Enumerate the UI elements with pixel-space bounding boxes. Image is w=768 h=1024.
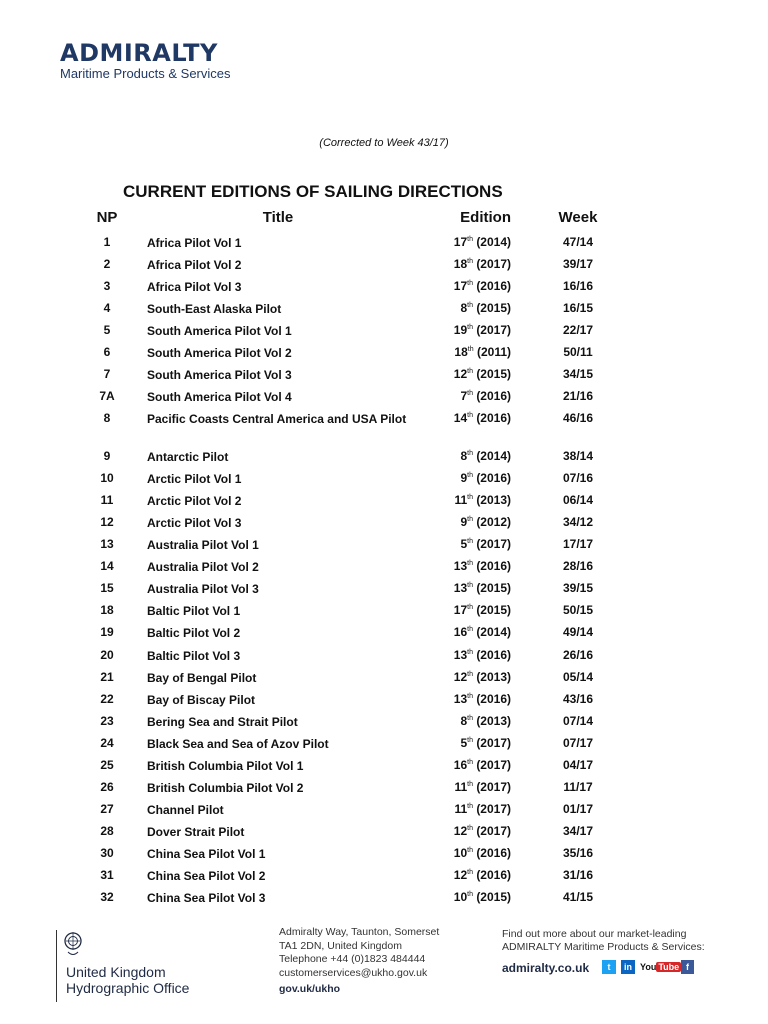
edition-cell <box>412 736 511 750</box>
edition-ordinal: th <box>467 494 473 501</box>
edition-cell <box>412 449 511 463</box>
footer <box>0 926 768 1024</box>
np-cell: 4 <box>103 301 111 315</box>
edition-number: 12 <box>453 670 468 684</box>
np-cell: 20 <box>100 648 114 662</box>
edition-number: 14 <box>453 411 468 425</box>
edition-ordinal: th <box>467 324 473 331</box>
edition-number: 8 <box>460 714 468 728</box>
week-cell: 21/16 <box>562 389 594 403</box>
np-cell: 6 <box>103 345 111 359</box>
edition-cell <box>412 301 511 315</box>
admiralty-website-link[interactable]: admiralty.co.uk <box>502 961 590 975</box>
edition-year: (2013) <box>476 670 511 684</box>
ukho-name-line2: Hydrographic Office <box>66 980 190 996</box>
edition-cell <box>412 890 511 904</box>
edition-cell <box>412 714 511 728</box>
edition-year: (2016) <box>476 846 511 860</box>
title-cell: Africa Pilot Vol 1 <box>147 236 242 250</box>
title-cell: South America Pilot Vol 2 <box>147 346 292 360</box>
title-cell: Bering Sea and Strait Pilot <box>147 715 298 729</box>
edition-year: (2017) <box>476 537 511 551</box>
week-cell: 34/12 <box>562 515 594 529</box>
title-cell: South America Pilot Vol 4 <box>147 390 292 404</box>
edition-number: 10 <box>453 846 468 860</box>
title-cell: British Columbia Pilot Vol 2 <box>147 781 304 795</box>
ukho-crest-icon <box>62 930 84 960</box>
title-cell: Australia Pilot Vol 1 <box>147 538 259 552</box>
week-cell: 04/17 <box>562 758 594 772</box>
np-cell: 12 <box>100 515 114 529</box>
edition-number: 16 <box>453 758 468 772</box>
column-header-title: Title <box>262 209 294 226</box>
edition-number: 8 <box>460 449 468 463</box>
np-cell: 21 <box>100 670 114 684</box>
np-cell: 9 <box>103 449 111 463</box>
edition-year: (2016) <box>476 648 511 662</box>
edition-ordinal: th <box>467 346 474 353</box>
np-cell: 18 <box>100 603 114 617</box>
edition-number: 12 <box>453 824 468 838</box>
edition-ordinal: th <box>467 825 473 832</box>
edition-ordinal: th <box>467 759 473 766</box>
title-cell: Baltic Pilot Vol 3 <box>147 649 241 663</box>
np-cell: 11 <box>100 493 114 507</box>
edition-cell <box>412 515 511 529</box>
edition-ordinal: th <box>467 390 473 397</box>
facebook-icon[interactable]: f <box>681 960 694 974</box>
edition-ordinal: th <box>467 258 473 265</box>
title-cell: Arctic Pilot Vol 3 <box>147 516 242 530</box>
edition-year: (2015) <box>476 603 511 617</box>
edition-cell <box>412 603 511 617</box>
admiralty-logo <box>60 40 231 81</box>
edition-year: (2016) <box>476 559 511 573</box>
np-cell: 8 <box>103 411 111 425</box>
week-cell: 34/15 <box>562 367 594 381</box>
edition-cell <box>412 868 511 882</box>
edition-number: 17 <box>453 235 468 249</box>
edition-number: 5 <box>460 736 468 750</box>
edition-year: (2015) <box>476 301 511 315</box>
np-cell: 10 <box>100 471 114 485</box>
page-title: CURRENT EDITIONS OF SAILING DIRECTIONS <box>123 182 503 201</box>
week-cell: 35/16 <box>562 846 594 860</box>
edition-cell <box>412 411 511 425</box>
title-cell: Baltic Pilot Vol 2 <box>147 626 241 640</box>
edition-cell <box>412 493 511 507</box>
edition-year: (2017) <box>476 736 511 750</box>
edition-cell <box>412 824 511 838</box>
edition-year: (2017) <box>476 780 511 794</box>
title-cell: Australia Pilot Vol 3 <box>147 582 259 596</box>
edition-ordinal: th <box>467 538 473 545</box>
np-cell: 31 <box>100 868 114 882</box>
np-cell: 1 <box>103 235 111 249</box>
week-cell: 07/16 <box>562 471 594 485</box>
title-cell: South America Pilot Vol 1 <box>147 324 292 338</box>
np-cell: 26 <box>100 780 114 794</box>
week-cell: 22/17 <box>562 323 594 337</box>
week-cell: 41/15 <box>562 890 594 904</box>
edition-cell <box>412 780 511 794</box>
edition-cell <box>412 279 511 293</box>
edition-cell <box>412 648 511 662</box>
linkedin-icon[interactable]: in <box>621 960 635 974</box>
edition-year: (2014) <box>476 449 511 463</box>
week-cell: 39/17 <box>562 257 594 271</box>
footer-address <box>279 926 439 997</box>
week-cell: 11/17 <box>563 780 593 794</box>
edition-number: 5 <box>460 537 468 551</box>
np-cell: 15 <box>100 581 114 595</box>
edition-number: 11 <box>454 780 468 794</box>
edition-year: (2017) <box>476 758 511 772</box>
edition-year: (2015) <box>476 367 511 381</box>
edition-year: (2013) <box>476 714 511 728</box>
find-out-line2: ADMIRALTY Maritime Products & Services: <box>502 941 705 953</box>
edition-ordinal: th <box>467 869 473 876</box>
edition-cell <box>412 367 511 381</box>
week-cell: 34/17 <box>562 824 594 838</box>
week-cell: 50/11 <box>563 345 593 359</box>
edition-year: (2016) <box>476 411 511 425</box>
edition-number: 17 <box>453 279 468 293</box>
np-cell: 13 <box>100 537 114 551</box>
week-cell: 16/15 <box>562 301 594 315</box>
edition-number: 11 <box>454 493 468 507</box>
title-cell: Baltic Pilot Vol 1 <box>147 604 241 618</box>
edition-cell <box>412 257 511 271</box>
week-cell: 46/16 <box>562 411 594 425</box>
edition-number: 13 <box>453 692 468 706</box>
find-out-line1: Find out more about our market-leading <box>502 928 687 940</box>
week-cell: 31/16 <box>562 868 594 882</box>
week-cell: 28/16 <box>562 559 594 573</box>
edition-ordinal: th <box>467 472 473 479</box>
edition-ordinal: th <box>467 715 473 722</box>
title-cell: China Sea Pilot Vol 3 <box>147 891 266 905</box>
edition-ordinal: th <box>467 582 473 589</box>
edition-cell <box>412 559 511 573</box>
edition-number: 9 <box>460 471 468 485</box>
title-cell: Black Sea and Sea of Azov Pilot <box>147 737 329 751</box>
edition-cell <box>412 235 511 249</box>
edition-ordinal: th <box>467 803 473 810</box>
edition-ordinal: th <box>467 604 473 611</box>
np-cell: 3 <box>103 279 111 293</box>
edition-ordinal: th <box>467 516 473 523</box>
edition-cell <box>412 758 511 772</box>
edition-year: (2011) <box>476 345 511 359</box>
edition-year: (2016) <box>476 868 511 882</box>
title-cell: South America Pilot Vol 3 <box>147 368 292 382</box>
week-cell: 05/14 <box>562 670 594 684</box>
np-cell: 19 <box>100 625 114 639</box>
title-cell: Bay of Bengal Pilot <box>147 671 257 685</box>
np-cell: 7 <box>103 367 111 381</box>
edition-cell <box>412 389 511 403</box>
edition-year: (2012) <box>476 515 511 529</box>
week-cell: 43/16 <box>562 692 594 706</box>
np-cell: 28 <box>100 824 114 838</box>
edition-cell <box>412 537 511 551</box>
np-cell: 22 <box>100 692 114 706</box>
edition-year: (2015) <box>476 581 511 595</box>
ukho-name-line1: United Kingdom <box>66 964 166 980</box>
edition-number: 16 <box>453 625 468 639</box>
column-header-np: NP <box>96 209 118 226</box>
edition-ordinal: th <box>467 412 473 419</box>
edition-year: (2017) <box>476 802 511 816</box>
np-cell: 2 <box>103 257 111 271</box>
edition-ordinal: th <box>467 781 473 788</box>
title-cell: Africa Pilot Vol 3 <box>147 280 242 294</box>
edition-year: (2013) <box>476 493 511 507</box>
edition-ordinal: th <box>467 560 473 567</box>
edition-number: 17 <box>453 603 468 617</box>
edition-number: 11 <box>454 802 468 816</box>
logo-subtitle: Maritime Products & Services <box>60 66 231 81</box>
column-header-week: Week <box>558 209 598 226</box>
gov-website-link[interactable]: gov.uk/ukho <box>279 983 341 995</box>
edition-number: 19 <box>453 323 468 337</box>
edition-number: 8 <box>460 301 468 315</box>
title-cell: Australia Pilot Vol 2 <box>147 560 259 574</box>
np-cell: 27 <box>100 802 114 816</box>
edition-number: 9 <box>460 515 468 529</box>
edition-ordinal: th <box>467 626 473 633</box>
week-cell: 07/17 <box>562 736 594 750</box>
edition-number: 12 <box>453 868 468 882</box>
edition-number: 7 <box>460 389 468 403</box>
email-link[interactable]: customerservices@ukho.gov.uk <box>279 966 428 979</box>
edition-number: 18 <box>453 257 468 271</box>
week-cell: 01/17 <box>562 802 594 816</box>
week-cell: 49/14 <box>562 625 594 639</box>
find-out-more-text <box>502 928 705 954</box>
title-cell: Bay of Biscay Pilot <box>147 693 256 707</box>
edition-ordinal: th <box>467 280 473 287</box>
edition-number: 10 <box>453 890 468 904</box>
np-cell: 5 <box>103 323 111 337</box>
edition-ordinal: th <box>467 368 473 375</box>
title-cell: China Sea Pilot Vol 1 <box>147 847 266 861</box>
edition-ordinal: th <box>467 450 473 457</box>
edition-cell <box>412 802 511 816</box>
edition-year: (2015) <box>476 890 511 904</box>
correction-note: (Corrected to Week 43/17) <box>319 137 449 149</box>
edition-year: (2014) <box>476 625 511 639</box>
edition-cell <box>412 345 511 359</box>
edition-ordinal: th <box>467 649 473 656</box>
edition-year: (2016) <box>476 389 511 403</box>
np-cell: 14 <box>100 559 114 573</box>
week-cell: 17/17 <box>562 537 594 551</box>
edition-year: (2014) <box>476 235 511 249</box>
edition-ordinal: th <box>467 847 473 854</box>
title-cell: Arctic Pilot Vol 1 <box>147 472 242 486</box>
np-cell: 23 <box>100 714 114 728</box>
np-cell: 7A <box>99 389 115 403</box>
edition-cell <box>412 471 511 485</box>
footer-divider <box>56 930 57 1002</box>
edition-year: (2016) <box>476 692 511 706</box>
telephone: Telephone +44 (0)1823 484444 <box>279 953 426 965</box>
week-cell: 06/14 <box>562 493 594 507</box>
logo-title: ADMIRALTY <box>60 39 218 67</box>
edition-cell <box>412 323 511 337</box>
week-cell: 50/15 <box>562 603 594 617</box>
edition-number: 18 <box>454 345 468 359</box>
youtube-tube: Tube <box>658 962 680 972</box>
title-cell: Africa Pilot Vol 2 <box>147 258 242 272</box>
youtube-icon[interactable] <box>640 960 680 974</box>
np-cell: 25 <box>100 758 114 772</box>
np-cell: 30 <box>100 846 114 860</box>
title-cell: Pacific Coasts Central America and USA Pilot <box>147 412 407 426</box>
edition-ordinal: th <box>467 302 473 309</box>
np-cell: 32 <box>100 890 114 904</box>
week-cell: 26/16 <box>562 648 594 662</box>
week-cell: 39/15 <box>562 581 594 595</box>
edition-year: (2016) <box>476 471 511 485</box>
title-cell: China Sea Pilot Vol 2 <box>147 869 266 883</box>
edition-ordinal: th <box>467 671 473 678</box>
edition-ordinal: th <box>467 236 473 243</box>
ukho-name <box>66 964 189 996</box>
edition-ordinal: th <box>467 737 473 744</box>
edition-number: 12 <box>453 367 468 381</box>
edition-number: 13 <box>453 559 468 573</box>
edition-number: 13 <box>453 581 468 595</box>
title-cell: British Columbia Pilot Vol 1 <box>147 759 304 773</box>
edition-cell <box>412 581 511 595</box>
title-cell: Channel Pilot <box>147 803 224 817</box>
twitter-icon[interactable]: t <box>602 960 616 974</box>
week-cell: 47/14 <box>562 235 594 249</box>
edition-year: (2016) <box>476 279 511 293</box>
edition-year: (2017) <box>476 824 511 838</box>
title-cell: Dover Strait Pilot <box>147 825 245 839</box>
edition-cell <box>412 670 511 684</box>
week-cell: 38/14 <box>562 449 594 463</box>
address-line: TA1 2DN, United Kingdom <box>279 939 402 952</box>
np-cell: 24 <box>100 736 114 750</box>
column-header-edition: Edition <box>460 209 511 226</box>
address-line: Admiralty Way, Taunton, Somerset <box>279 926 440 938</box>
title-cell: South-East Alaska Pilot <box>147 302 282 316</box>
edition-cell <box>412 692 511 706</box>
edition-year: (2017) <box>476 257 511 271</box>
title-cell: Arctic Pilot Vol 2 <box>147 494 242 508</box>
edition-ordinal: th <box>467 693 473 700</box>
edition-ordinal: th <box>467 891 473 898</box>
title-cell: Antarctic Pilot <box>147 450 229 464</box>
week-cell: 16/16 <box>562 279 594 293</box>
youtube-you: You <box>640 962 657 972</box>
edition-cell <box>412 846 511 860</box>
edition-number: 13 <box>453 648 468 662</box>
edition-cell <box>412 625 511 639</box>
week-cell: 07/14 <box>562 714 594 728</box>
edition-year: (2017) <box>476 323 511 337</box>
